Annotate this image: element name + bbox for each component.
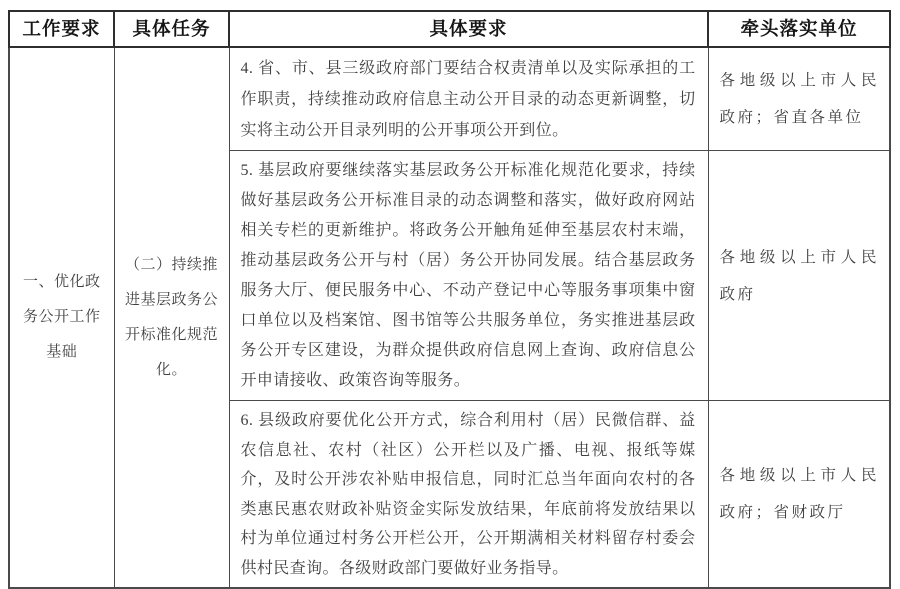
header-cell-specific-task: 具体任务 [114, 11, 229, 47]
requirement-cell-6: 6. 县级政府要优化公开方式，综合利用村（居）民微信群、益农信息社、农村（社区）公开栏以及广播、电视、报纸等媒介，及时公开涉农补贴申报信息，同时汇总当年面向农村的各类惠民惠农财政补贴资金实际发放结果，年底前将发放结果以村为单位通过村务公开栏公开，公开期满相关材料留存村委会供村民查询。各级财政部门要做好业务指导。 [229, 401, 708, 589]
unit-cell-5: 各地级以上市人民政府 [708, 151, 890, 401]
requirement-cell-5: 5. 基层政府要继续落实基层政务公开标准化规范化要求，持续做好基层政务公开标准目录的动态调整和落实，做好政府网站相关专栏的更新维护。将政务公开触角延伸至基层农村末端，推动基层政务公开与村（居）务公开协同发展。结合基层政务服务大厅、便民服务中心、不动产登记中心等服务事项集中窗口单位以及档案馆、图书馆等公共服务单位，务实推进基层政务公开专区建设，为群众提供政府信息网上查询、政府信息公开申请接收、政策咨询等服务。 [229, 151, 708, 401]
work-requirement-cell: 一、优化政务公开工作基础 [9, 47, 114, 588]
table-row [9, 47, 890, 151]
table-header-row [9, 11, 890, 47]
header-cell-work-requirement: 工作要求 [9, 11, 114, 47]
requirement-cell-4: 4. 省、市、县三级政府部门要结合权责清单以及实际承担的工作职责，持续推动政府信息主动公开目录的动态更新调整，切实将主动公开目录列明的公开事项公开到位。 [229, 47, 708, 151]
task-cell: （二）持续推进基层政务公开标准化规范化。 [114, 47, 229, 588]
unit-cell-4: 各地级以上市人民政府；省直各单位 [708, 47, 890, 151]
unit-cell-6: 各地级以上市人民政府；省财政厅 [708, 401, 890, 589]
requirements-table [8, 10, 891, 589]
header-cell-lead-unit: 牵头落实单位 [708, 11, 890, 47]
header-cell-specific-requirement: 具体要求 [229, 11, 708, 47]
